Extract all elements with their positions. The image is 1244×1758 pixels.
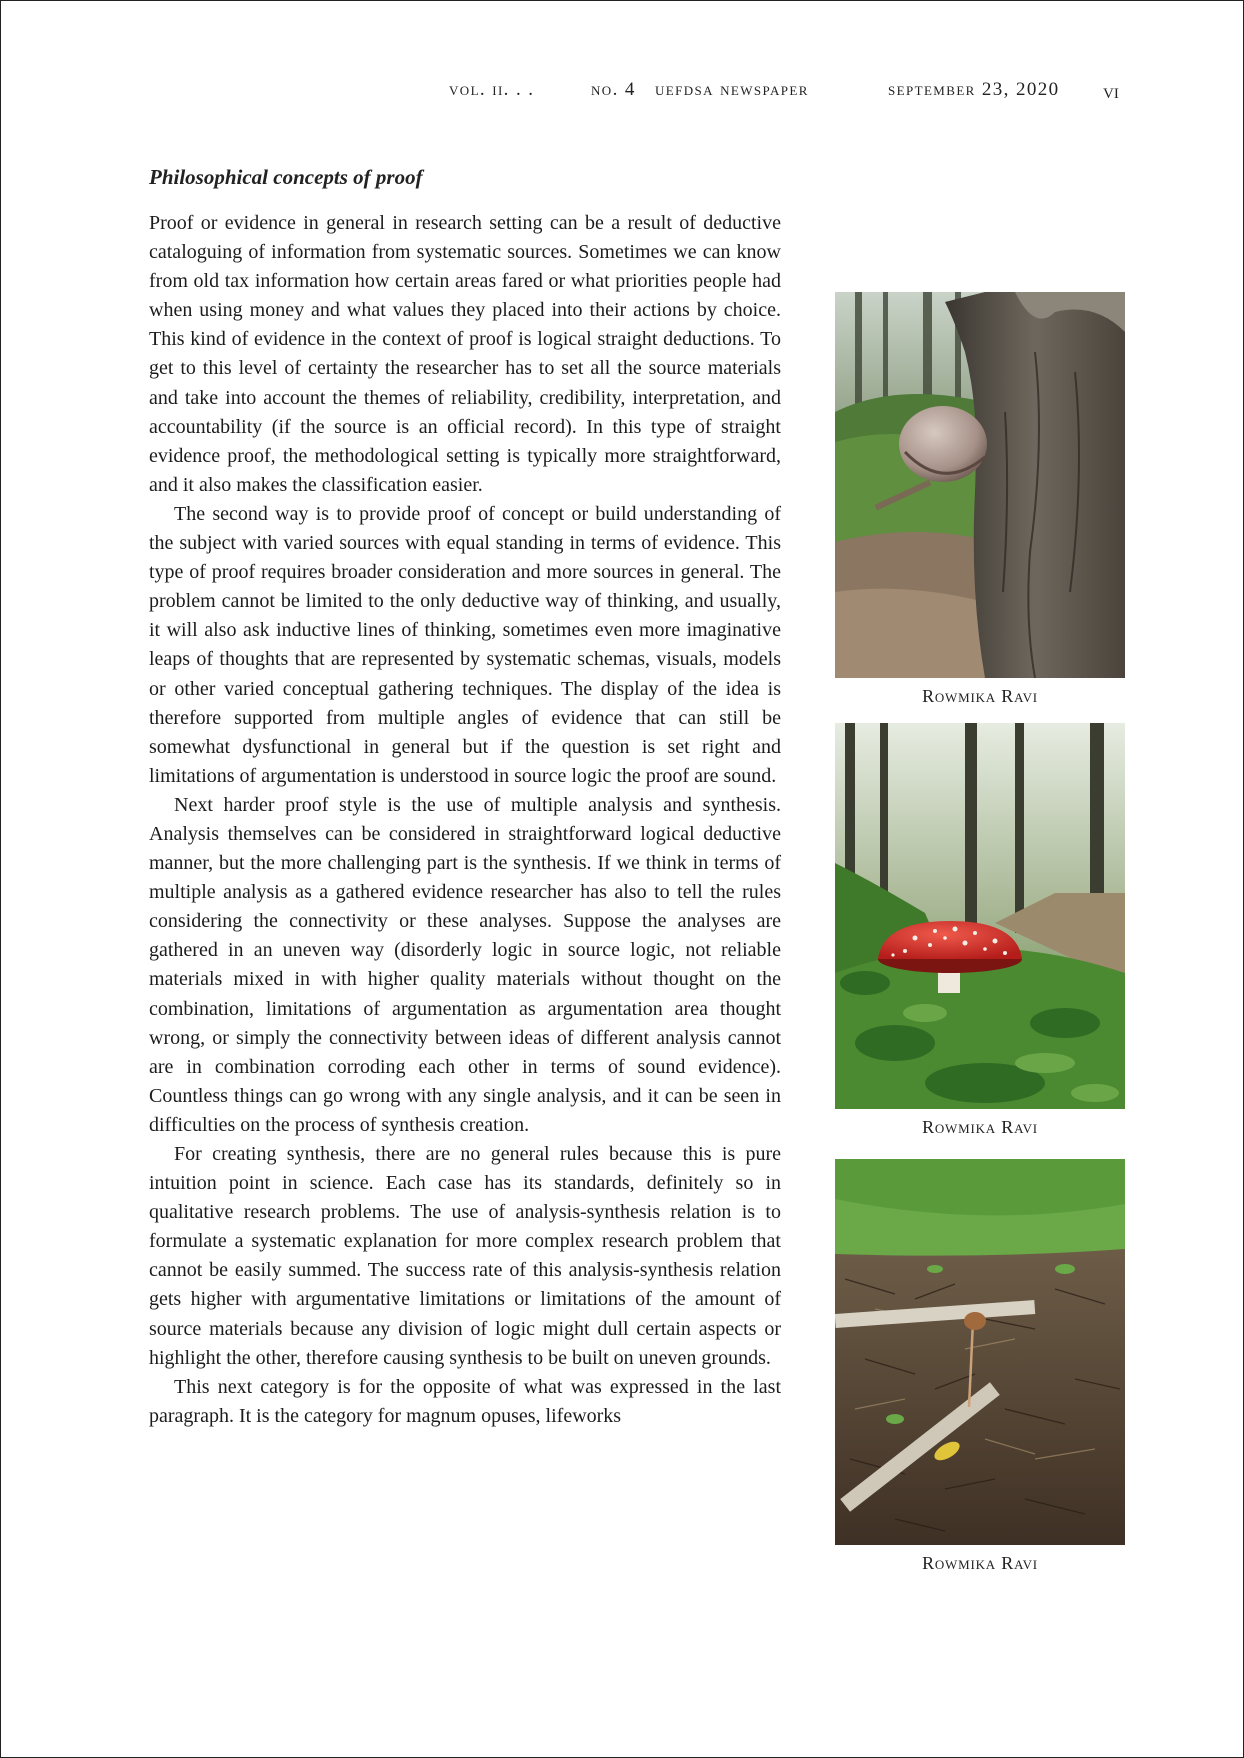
header-date: september 23, 2020: [888, 79, 1060, 100]
article-paragraph: The second way is to provide proof of concept or build understanding of the subject with varied sources with equal standing in terms of evidence. This type of proof requires broader consideration and more sources in general. The problem cannot be limited to the only deductive way of thinking, and usually, it will also ask inductive lines of thinking, sometimes even more imaginative leaps of thoughts that are represented by systematic schemas, visuals, models or other varied conceptual gathering techniques. The display of the idea is therefore supported from multiple angles of evidence that can still be somewhat dysfunctional in general but if the question is set right and limitations of argumentation is understood in source logic the proof are sound.: [149, 502, 781, 787]
header-publication-name: uefdsa newspaper: [655, 79, 809, 100]
figure-2: [835, 723, 1125, 1138]
header-issue-number: no. 4: [591, 79, 636, 100]
article-paragraph: Next harder proof style is the use of multiple analysis and synthesis. Analysis themselves can be considered in straightforward logical deductive manner, but the more challenging part is the synthesis. If we think in terms of multiple analysis as a gathered evidence researcher has also to tell the rules considering the connectivity or these analyses. Suppose the analyses are gathered in an uneven way (disorderly logic in source logic, not reliable materials mixed in with higher quality materials without thought on the combination, limitations of argumentation as argumentation area thought wrong, or simply the connectivity between ideas of different analysis cannot are in combination corroding each other in terms of sound evidence). Countless things can go wrong with any single analysis, and it can be seen in difficulties on the process of synthesis creation.: [149, 793, 781, 1136]
running-header: [449, 79, 1124, 105]
article-body: [149, 209, 781, 1431]
figure-1: [835, 292, 1125, 707]
figure-caption: Rowmika Ravi: [922, 1553, 1038, 1573]
article-paragraph: Proof or evidence in general in research setting can be a result of deductive cataloguing of information from systematic sources. Sometimes we can know from old tax information how certain areas fared or what priorities people had when using money and what values they placed into their actions by choice. This kind of evidence in the context of proof is logical straight deductions. To get to this level of certainty the researcher has to set all the source materials and take into account the themes of reliability, credibility, interpretation, and accountability (if the source is an official record). In this type of straight evidence proof, the methodological setting is typically more straightforward, and it also makes the classification easier.: [149, 212, 781, 496]
figure-3: [835, 1159, 1125, 1574]
small-mushroom-photo: [835, 1159, 1125, 1545]
bracket-fungus-photo: [835, 292, 1125, 678]
figure-caption: Rowmika Ravi: [922, 686, 1038, 706]
section-title: Philosophical concepts of proof: [149, 165, 423, 189]
fly-agaric-photo: [835, 723, 1125, 1109]
figure-caption: Rowmika Ravi: [922, 1117, 1038, 1137]
article-paragraph: This next category is for the opposite of what was expressed in the last paragraph. It is the category for magnum opuses, lifeworks: [149, 1375, 781, 1427]
header-page-number: vi: [1103, 79, 1119, 103]
article-paragraph: For creating synthesis, there are no general rules because this is pure intuition point in science. Each case has its standards, definitely so in qualitative research problems. The use of analysis-synthesis relation is to formulate a systematic explanation for more complex research problem that cannot be easily summed. The success rate of this analysis-synthesis relation gets higher with argumentative limitations or limitations of the amount of source materials because any division of logic might dull certain aspects or highlight the other, therefore causing synthesis to be built on uneven grounds.: [149, 1143, 781, 1369]
header-volume: vol. ii. . .: [449, 79, 535, 100]
